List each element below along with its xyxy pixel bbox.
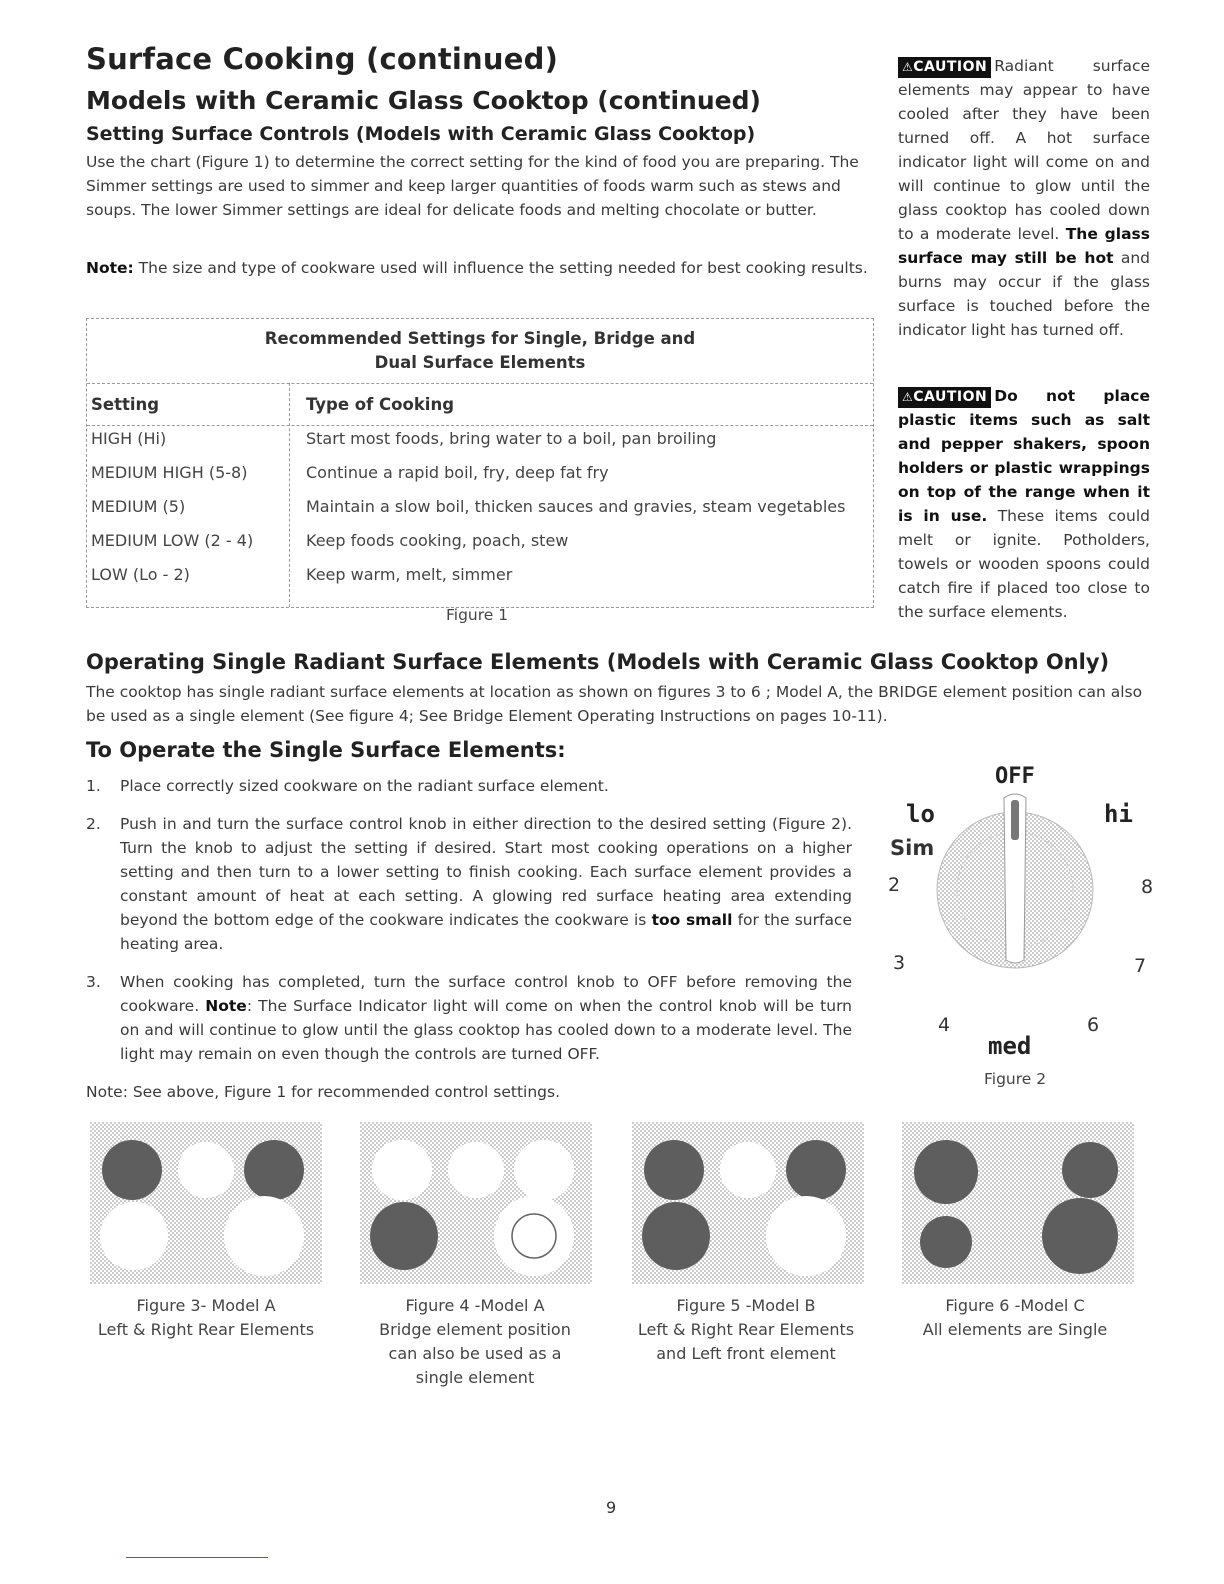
element-inactive <box>224 1196 304 1276</box>
element-active <box>644 1140 704 1200</box>
table-cell-setting: HIGH (Hi) <box>91 429 167 448</box>
warning-triangle-icon: ⚠ <box>902 390 914 404</box>
table-cell-setting: MEDIUM LOW (2 - 4) <box>91 531 254 550</box>
step-text-part: Push in and turn the surface control knob in either direction to the desired setting (Figure 2). Turn the knob to adjust the setting if desired. Start most cooking operations on a higher setting and then turn to a lower setting to finish cooking. Each surface element provides a constant amount of heat at each setting. A glowing red surface heating area extending beyond the bottom edge of the cookware indicates the cookware is <box>120 815 852 929</box>
element-active <box>244 1140 304 1200</box>
step-bold-text: Note <box>205 997 247 1015</box>
table-header-cooking: Type of Cooking <box>306 395 455 414</box>
figure6-caption <box>885 1294 1145 1342</box>
table-cell-cooking: Continue a rapid boil, fry, deep fat fry <box>306 463 609 482</box>
element-active <box>102 1140 162 1200</box>
element-inactive <box>448 1142 504 1198</box>
section-heading: Setting Surface Controls (Models with Ceramic Glass Cooktop) <box>86 123 756 145</box>
table-title-line1: Recommended Settings for Single, Bridge and <box>264 329 696 348</box>
cooktop-figure-5 <box>632 1122 864 1284</box>
step-text <box>120 812 852 956</box>
step-text: Place correctly sized cookware on the radiant surface element. <box>120 777 609 795</box>
element-active <box>642 1202 710 1270</box>
step-item <box>86 812 852 956</box>
figure5-caption <box>616 1294 876 1366</box>
element-active <box>1042 1198 1118 1274</box>
figure-caption-title: Figure 4 -Model A <box>405 1296 545 1315</box>
knob-label-lo: lo <box>906 800 935 828</box>
step-text-part: : The Surface Indicator light will come on when the control knob will be turn on and will continue to glow until the glass cooktop has cooled down to a moderate level. The light may remain on even though the controls are turned OFF. <box>120 997 852 1063</box>
element-inactive <box>514 1140 574 1200</box>
table-divider <box>87 425 873 426</box>
warning-triangle-icon: ⚠ <box>902 60 914 74</box>
figure-caption-title: Figure 3- Model A <box>136 1296 276 1315</box>
caution-plastic <box>898 384 1150 624</box>
table-title-line2: Dual Surface Elements <box>374 353 586 372</box>
operating-paragraph: The cooktop has single radiant surface elements at location as shown on figures 3 to 6 ; Model A, the BRIDGE element position can also be used as a single element (See figure 4; See Bridge Element Operating Instructions on pages 10-11). <box>86 683 1143 725</box>
caution-text: Radiant surface elements may appear to have cooled after they have been turned off. A hot surface indicator light will come on and will continue to glow until the glass cooktop has cooled down to a moderate level. <box>898 57 1150 243</box>
knob-label-hi: hi <box>1104 800 1133 828</box>
table-cell-cooking: Start most foods, bring water to a boil, pan broiling <box>306 429 717 448</box>
element-active <box>914 1140 978 1204</box>
step-bold-text: too small <box>651 911 733 929</box>
caution-text-end: and burns may occur if the glass surface is touched before the indicator light has turned off. <box>898 249 1151 339</box>
operate-heading: To Operate the Single Surface Elements: <box>86 738 566 762</box>
note-paragraph <box>86 256 876 280</box>
figure-caption-desc: All elements are Single <box>922 1320 1108 1339</box>
figure-caption-title: Figure 5 -Model B <box>676 1296 816 1315</box>
cooktop-figure-4 <box>360 1122 592 1284</box>
figure2-caption: Figure 2 <box>984 1070 1047 1088</box>
figure-caption-desc: Left & Right Rear Elements <box>97 1320 315 1339</box>
knob-label-3: 3 <box>893 952 906 974</box>
table-cell-cooking: Keep warm, melt, simmer <box>306 565 513 584</box>
table-cell-setting: LOW (Lo - 2) <box>91 565 190 584</box>
table-cell-cooking: Maintain a slow boil, thicken sauces and gravies, steam vegetables <box>306 497 846 516</box>
knob-label-4: 4 <box>938 1014 951 1036</box>
element-active <box>920 1216 972 1268</box>
knob-label-7: 7 <box>1134 955 1147 977</box>
knob-label-8: 8 <box>1141 876 1154 898</box>
cooktop-figure-6 <box>902 1122 1134 1284</box>
table-title <box>87 327 873 375</box>
element-inactive <box>100 1202 168 1270</box>
step-text <box>120 970 852 1066</box>
table-cell-cooking: Keep foods cooking, poach, stew <box>306 531 569 550</box>
step-number: 1. <box>86 777 101 795</box>
caution-badge-label: CAUTION <box>913 389 988 405</box>
caution-badge <box>898 387 991 408</box>
settings-table <box>86 318 874 608</box>
caution-bold-text: Do not place plastic items such as salt and pepper shakers, spoon holders or plastic wrappings on top of the range when it is in use. <box>898 387 1150 525</box>
note-text: The size and type of cookware used will influence the setting needed for best cooking results. <box>133 259 868 277</box>
step-number: 3. <box>86 973 101 991</box>
figure-caption-title: Figure 6 -Model C <box>945 1296 1085 1315</box>
step-text-part: When cooking has completed, turn the surface control knob to OFF before removing the cookware. <box>120 973 852 1015</box>
table-cell-setting: MEDIUM HIGH (5-8) <box>91 463 248 482</box>
element-active <box>1062 1142 1118 1198</box>
element-inactive <box>494 1196 574 1276</box>
caution-radiant <box>898 54 1150 342</box>
caution-bold-text: The glass surface may still be hot <box>898 225 1150 267</box>
caution-badge <box>898 57 991 78</box>
caution-text: These items could melt or ignite. Potholders, towels or wooden spoons could catch fire if placed too close to the surface elements. <box>898 507 1151 621</box>
table-divider <box>87 383 873 384</box>
knob-label-sim: Sim <box>890 836 935 860</box>
knob-label-2: 2 <box>888 874 901 896</box>
element-active <box>370 1202 438 1270</box>
element-inactive <box>766 1196 846 1276</box>
table-header-setting: Setting <box>91 395 160 414</box>
figure1-caption: Figure 1 <box>446 606 509 624</box>
figure-caption-desc: Left & Right Rear Elements and Left front element <box>637 1320 855 1363</box>
cooktop-figure-3 <box>90 1122 322 1284</box>
page-title: Surface Cooking (continued) <box>86 42 559 76</box>
page-number: 9 <box>606 1498 617 1517</box>
step-item <box>86 970 852 1066</box>
table-cell-setting: MEDIUM (5) <box>91 497 186 516</box>
knob-label-med: med <box>988 1032 1032 1060</box>
footer-rule <box>126 1557 268 1558</box>
figure-caption-desc: Bridge element position can also be used as a single element <box>379 1320 571 1387</box>
element-inactive <box>372 1140 432 1200</box>
figure3-caption <box>76 1294 336 1342</box>
element-active <box>786 1140 846 1200</box>
knob-pointer <box>1011 800 1019 840</box>
table-column-divider <box>289 383 290 607</box>
caution-badge-label: CAUTION <box>913 59 988 75</box>
step-text-part: for the surface heating area. <box>120 911 852 953</box>
step-item <box>86 774 852 798</box>
note-label: Note: <box>86 259 134 277</box>
operating-heading: Operating Single Radiant Surface Elements (Models with Ceramic Glass Cooktop Only) <box>86 650 1110 674</box>
knob-label-6: 6 <box>1087 1014 1100 1036</box>
intro-paragraph: Use the chart (Figure 1) to determine the correct setting for the kind of food you are preparing. The Simmer settings are used to simmer and keep larger quantities of foods warm such as stews and soups. The lower Simmer settings are ideal for delicate foods and melting chocolate or butter. <box>86 153 859 219</box>
element-inactive <box>720 1142 776 1198</box>
settings-note: Note: See above, Figure 1 for recommended control settings. <box>86 1083 561 1101</box>
element-inactive <box>178 1142 234 1198</box>
figure4-caption <box>345 1294 605 1390</box>
step-number: 2. <box>86 815 101 833</box>
knob-label-off: OFF <box>995 764 1035 789</box>
page-subtitle: Models with Ceramic Glass Cooktop (continued) <box>86 86 761 115</box>
